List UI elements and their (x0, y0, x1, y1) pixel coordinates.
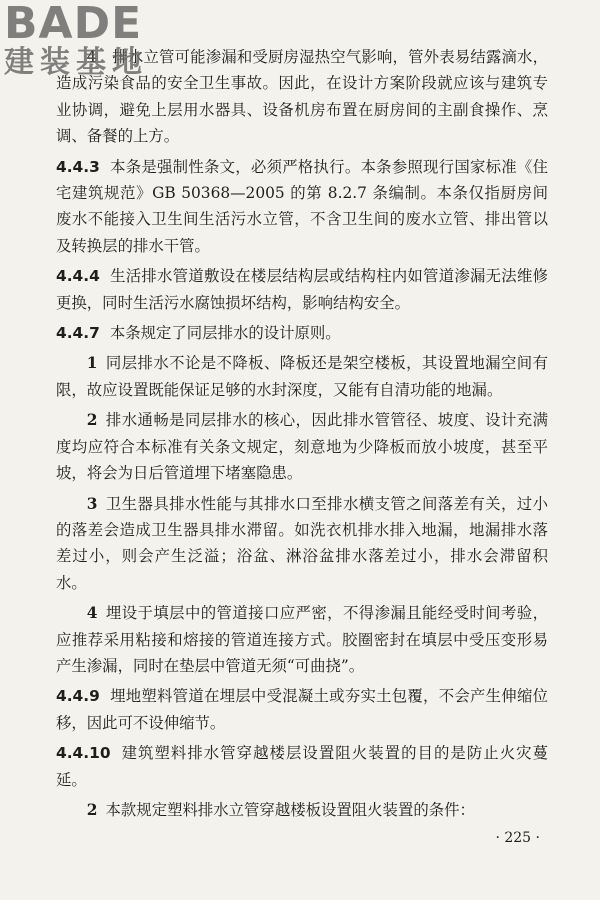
item-3 (56, 491, 548, 597)
watermark-subtitle: 建装基地 (4, 45, 148, 80)
item-4 (56, 600, 548, 679)
item-number: 4 (86, 604, 98, 623)
item-number: 3 (86, 494, 98, 513)
clause-text: 生活排水管道敷设在楼层结构层或结构柱内如管道渗漏无法维修更换，同时生活污水腐蚀损坏结构，影响结构安全。 (56, 267, 548, 312)
item-text: 本款规定塑料排水立管穿越楼板设置阻火装置的条件： (105, 800, 475, 819)
item-text: 排水通畅是同层排水的核心，因此排水管管径、坡度、设计充满度均应符合本标准有关条文规定，刻意地为少降板而放小坡度，甚至平坡，将会为日后管道埋下堵塞隐患。 (56, 411, 548, 483)
clause-4-4-3 (56, 154, 548, 260)
clause-number: 4.4.3 (56, 157, 100, 176)
clause-text: 埋地塑料管道在埋层中受混凝土或夯实土包覆，不会产生伸缩位移，因此可不设伸缩节。 (56, 687, 548, 732)
watermark-logo (4, 2, 148, 78)
clause-number: 4.4.10 (56, 744, 111, 763)
item-2-fire (56, 797, 548, 823)
page-body (56, 44, 548, 827)
item-number: 1 (86, 354, 98, 373)
clause-text: 本条是强制性条文，必须严格执行。本条参照现行国家标准《住宅建筑规范》GB 50368—2005 的第 8.2.7 条编制。本条仅指厨房间废水不能接入卫生间生活污水立管，不含卫生间的废水立管、排出管以及转换层的排水干管。 (56, 157, 548, 255)
item-2 (56, 407, 548, 486)
clause-number: 4.4.4 (56, 267, 100, 286)
watermark-brand: BADE (4, 0, 143, 49)
clause-number: 4.4.7 (56, 324, 100, 343)
clause-4-4-4 (56, 263, 548, 316)
clause-4-4-10 (56, 740, 548, 793)
item-number: 2 (86, 411, 98, 430)
item-1 (56, 350, 548, 403)
item-text: 埋设于填层中的管道接口应严密，不得渗漏且能经受时间考验，应推荐采用粘接和熔接的管道连接方式。胶圈密封在填层中受压变形易产生渗漏，同时在垫层中管道无须“可曲挠”。 (56, 604, 548, 675)
clause-text: 建筑塑料排水管穿越楼层设置阻火装置的目的是防止火灾蔓延。 (56, 744, 548, 789)
clause-number: 4.4.9 (56, 687, 100, 706)
paragraph-continuation: 4 排水立管可能渗漏和受厨房湿热空气影响，管外表易结露滴水，造成污染食品的安全卫生事故。因此，在设计方案阶段就应该与建筑专业协调，避免上层用水器具、设备机房布置在厨房间的主副食操作、烹调、备餐的上方。 (56, 48, 548, 146)
clause-text: 本条规定了同层排水的设计原则。 (109, 324, 341, 343)
item-text: 卫生器具排水性能与其排水口至排水横支管之间落差有关，过小的落差会造成卫生器具排水滞留。如洗衣机排水排入地漏，地漏排水落差过小，则会产生泛溢；浴盆、淋浴盆排水落差过小，排水会滞留积水。 (56, 494, 548, 592)
item-text: 同层排水不论是不降板、降板还是架空楼板，其设置地漏空间有限，故应设置既能保证足够的水封深度，又能有自清功能的地漏。 (56, 354, 548, 399)
clause-4-4-9 (56, 683, 548, 736)
item-number: 2 (86, 800, 98, 819)
clause-4-4-7 (56, 320, 548, 346)
page-number: · 225 · (495, 830, 540, 846)
